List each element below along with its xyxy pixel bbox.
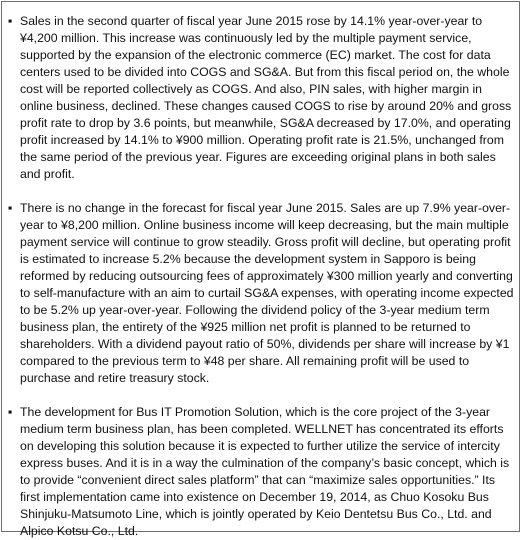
summary-text-box <box>1 1 520 538</box>
bullet-text: Sales in the second quarter of fiscal year June 2015 rose by 14.1% year-over-year to ¥4,200 million. This increase was continuously led by the multiple payment service, supported by the expansion of the electronic commerce (EC) market. The cost for data centers used to be divided into COGS and SG&A. But from this fiscal period on, the whole cost will be reported collectively as COGS. And also, PIN sales, with higher margin in online business, declined. These changes caused COGS to rise by around 20% and gross profit rate to drop by 3.6 points, but meanwhile, SG&A decreased by 17.0%, and operating profit increased by 14.1% to ¥900 million. Operating profit rate is 21.5%, unchanged from the same period of the previous year. Figures are exceeding original plans in both sales and profit. <box>20 14 512 181</box>
bullet-text: The development for Bus IT Promotion Solution, which is the core project of the 3-year medium term business plan, has been completed. WELLNET has concentrated its efforts on developing this solution because it is expected to further utilize the service of intercity express buses. And it is in a way the culmination of the company’s basic concept, which is to provide “convenient direct sales platform” that can “maximize sales opportunities.” Its first implementation came into existence on December 19, 2014, as Chuo Kosoku Bus Shinjuku-Matsumoto Line, which is jointly operated by Keio Dentetsu Bus Co., Ltd. and Alpico Kotsu Co., Ltd. <box>20 405 510 538</box>
bullet-item-bus-it-solution <box>8 404 516 540</box>
bullet-list <box>8 13 516 540</box>
bullet-item-sales-q2 <box>8 13 516 183</box>
bullet-marker: ▪ <box>8 201 13 215</box>
bullet-marker: ▪ <box>8 14 13 28</box>
bullet-item-forecast <box>8 200 516 387</box>
bullet-text: There is no change in the forecast for fiscal year June 2015. Sales are up 7.9% year-over-year to ¥8,200 million. Online business income will keep decreasing, but the main multiple payment service will continue to grow steadily. Gross profit will decline, but operating profit is estimated to increase 5.2% because the development system in Sapporo is being reformed by reducing outsourcing fees of approximately ¥300 million yearly and converting to self-manufacture with an aim to curtail SG&A expenses, with operating income expected to be 5.2% up year-over-year. Following the dividend policy of the 3-year medium term business plan, the entirety of the ¥925 million net profit is planned to be returned to shareholders. With a dividend payout ratio of 50%, dividends per share will increase by ¥1 compared to the previous term to ¥48 per share. All remaining profit will be used to purchase and retire treasury stock. <box>20 201 514 385</box>
bullet-marker: ▪ <box>8 405 13 419</box>
